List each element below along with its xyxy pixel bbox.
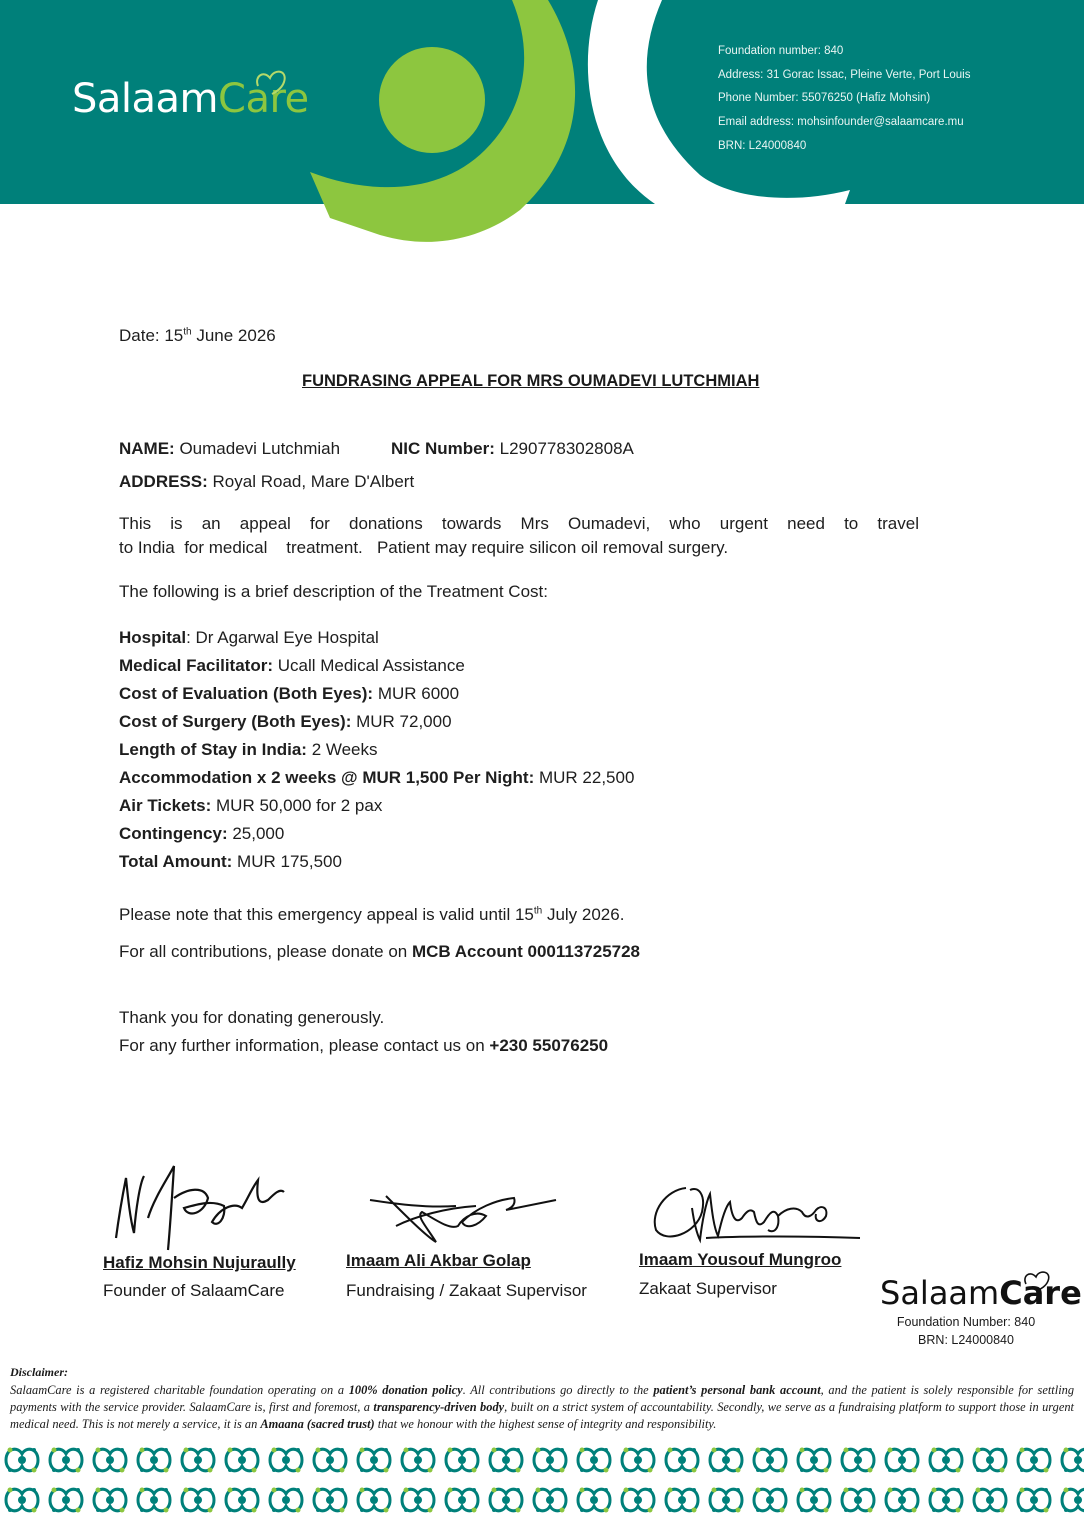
footer-foundation-number: Foundation Number: 840 (896, 1315, 1036, 1329)
footer-stamp (876, 1274, 1082, 1354)
signature-yousouf-mungroo (646, 1172, 866, 1248)
contact-phone: Phone Number: 55076250 (Hafiz Mohsin) (718, 92, 931, 104)
disclaimer-text: SalaamCare is a registered charitable foundation operating on a 100% donation policy. All contributions go directly to the patient’s personal bank account, and the patient is solely responsible for settling payments with the service provider. SalaamCare is, first and foremost, a transparency-driven body, built on a strict system of accountability. Secondly, we serve as a fundraising platform to support those in urgent medical need. This is not merely a service, it is an Amaana (sacred trust) that we honour with the highest sense of integrity and responsibility. (10, 1383, 1075, 1431)
signatory-name: Imaam Yousouf Mungroo (639, 1250, 842, 1269)
signatory-role: Founder of SalaamCare (103, 1281, 285, 1300)
list-item: Hospital: Dr Agarwal Eye Hospital (119, 628, 379, 647)
salaamcare-logo: SalaamCare (72, 76, 309, 122)
appeal-line-2: to India for medical treatment. Patient may require silicon oil removal surgery. (119, 538, 729, 557)
contact-address: Address: 31 Gorac Issac, Pleine Verte, Port Louis (718, 69, 971, 81)
letterhead-graphic (0, 0, 1084, 260)
heart-logo-icon (252, 66, 294, 96)
thank-you-note: Thank you for donating generously. (119, 1008, 385, 1027)
list-item: Length of Stay in India: 2 Weeks (119, 740, 378, 759)
signature-hafiz-mohsin (108, 1158, 288, 1256)
list-item: Cost of Surgery (Both Eyes): MUR 72,000 (119, 712, 452, 731)
nic-number-row: NIC Number: L290778302808A (391, 439, 634, 458)
donation-account: For all contributions, please donate on MCB Account 000113725728 (119, 942, 641, 961)
footer-brn: BRN: L24000840 (918, 1333, 1014, 1347)
list-item: Air Tickets: MUR 50,000 for 2 pax (119, 796, 383, 815)
signatory-role: Fundraising / Zakaat Supervisor (346, 1281, 587, 1300)
signatory-name: Hafiz Mohsin Nujuraully (103, 1253, 296, 1272)
appeal-line-1: This is an appeal for donations towards Mrs Oumadevi, who urgent need to travel (119, 514, 919, 533)
letter-date: Date: 15th June 2026 (119, 326, 276, 345)
treatment-intro: The following is a brief description of the Treatment Cost: (119, 582, 548, 601)
contact-note: For any further information, please contact us on +230 55076250 (119, 1036, 609, 1055)
list-item: Total Amount: MUR 175,500 (119, 852, 342, 871)
signatory-role: Zakaat Supervisor (639, 1279, 777, 1298)
treatment-cost-list (119, 628, 634, 880)
signature-ali-akbar-golap (366, 1186, 562, 1252)
page-title: FUNDRASING APPEAL FOR MRS OUMADEVI LUTCHMIAH (302, 372, 760, 390)
disclaimer-title: Disclaimer: (10, 1365, 68, 1379)
contact-foundation-number: Foundation number: 840 (718, 45, 844, 57)
appeal-validity: Please note that this emergency appeal is valid until 15th July 2026. (119, 905, 625, 924)
decorative-pattern-border (0, 1440, 1084, 1520)
heart-logo-icon (1022, 1268, 1056, 1292)
list-item: Contingency: 25,000 (119, 824, 285, 843)
signatory-name: Imaam Ali Akbar Golap (346, 1251, 531, 1270)
letterhead-banner (0, 0, 1084, 260)
footer-logo: SalaamCare (880, 1274, 1082, 1312)
patient-address-row: ADDRESS: Royal Road, Mare D'Albert (119, 472, 415, 491)
contact-brn: BRN: L24000840 (718, 140, 807, 152)
list-item: Medical Facilitator: Ucall Medical Assistance (119, 656, 465, 675)
list-item: Accommodation x 2 weeks @ MUR 1,500 Per Night: MUR 22,500 (119, 768, 635, 787)
patient-name-row: NAME: Oumadevi Lutchmiah (119, 439, 341, 458)
list-item: Cost of Evaluation (Both Eyes): MUR 6000 (119, 684, 460, 703)
contact-email: Email address: mohsinfounder@salaamcare.mu (718, 116, 964, 128)
